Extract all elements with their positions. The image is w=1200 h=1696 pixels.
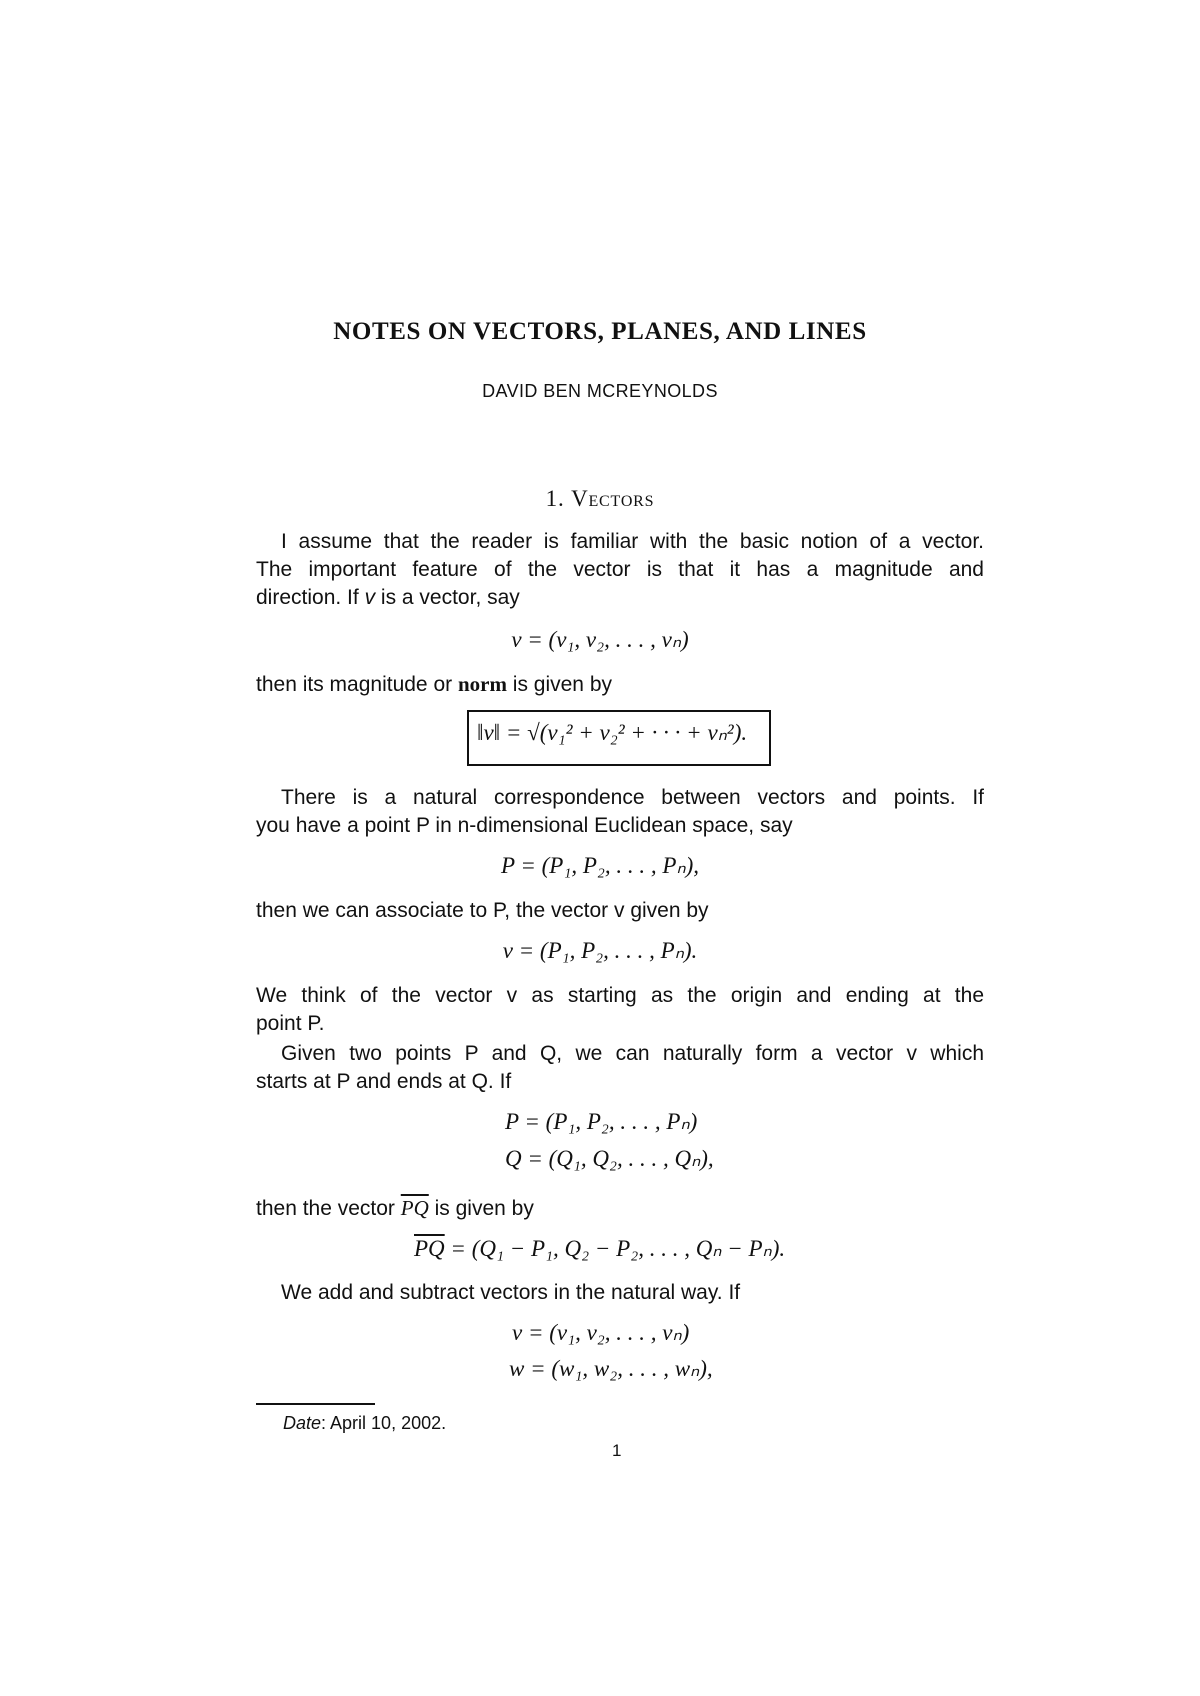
- page-number: 1: [612, 1441, 622, 1460]
- equation-pq-rest: = (Q₁ − P₁, Q₂ − P₂, . . . , Qₙ − Pₙ).: [444, 1236, 786, 1261]
- equation-point: P = (P₁, P₂, . . . , Pₙ),: [500, 853, 700, 878]
- equation-pq: [414, 1236, 785, 1262]
- norm-equation: ‖v‖ = √(v₁² + v₂² + · · · + vₙ²).: [477, 720, 748, 745]
- vector-pq: $\overline{PQ}$: [414, 1236, 445, 1261]
- paper-title: NOTES ON VECTORS, PLANES, AND LINES: [333, 318, 867, 345]
- paragraph-line: [256, 1194, 984, 1223]
- footnote: [283, 1413, 446, 1434]
- text-run: then the vector: [256, 1197, 401, 1220]
- text-run: is given by: [506, 673, 613, 696]
- section-number: 1.: [545, 486, 565, 511]
- paragraph-line: [256, 584, 984, 612]
- paragraph-line: [256, 670, 984, 699]
- footnote-rule: [256, 1403, 375, 1405]
- section-heading: [0, 486, 1200, 512]
- equation-point-p: P = (P₁, P₂, . . . , Pₙ): [505, 1109, 698, 1134]
- math-var: v: [364, 586, 376, 609]
- paragraph-line: then we can associate to P, the vector v given by: [256, 899, 709, 922]
- paragraph-line: The important feature of the vector is that it has a magnitude and: [256, 558, 984, 581]
- text-run: direction. If: [256, 586, 365, 609]
- footnote-label: Date: [283, 1413, 322, 1433]
- paragraph-line: Given two points P and Q, we can naturally form a vector v which: [281, 1042, 984, 1065]
- paragraph-line: starts at P and ends at Q. If: [256, 1070, 512, 1093]
- text-run: is a vector, say: [375, 586, 520, 609]
- equation-vector-w: w = (w₁, w₂, . . . , wₙ),: [509, 1356, 713, 1381]
- paragraph-line: I assume that the reader is familiar with the basic notion of a vector.: [281, 530, 984, 553]
- paragraph-line: We add and subtract vectors in the natural way. If: [281, 1281, 741, 1304]
- equation-point-q: Q = (Q₁, Q₂, . . . , Qₙ),: [505, 1146, 714, 1171]
- equation-vector-v: v = (v₁, v₂, . . . , vₙ): [512, 1320, 690, 1345]
- footnote-text: : April 10, 2002.: [321, 1413, 447, 1433]
- text-run: then its magnitude or: [256, 673, 458, 696]
- bold-term: norm: [457, 672, 507, 696]
- equation-vector-from-point: v = (P₁, P₂, . . . , Pₙ).: [502, 938, 698, 963]
- equation-vector: v = (v₁, v₂, . . . , vₙ): [511, 627, 689, 652]
- paragraph-line: you have a point P in n-dimensional Euclidean space, say: [256, 814, 793, 837]
- text-run: is given by: [428, 1197, 534, 1220]
- section-name: Vectors: [571, 486, 655, 511]
- paragraph-line: We think of the vector v as starting as the origin and ending at the: [256, 984, 984, 1007]
- vector-pq: $\overline{PQ}$: [400, 1196, 429, 1220]
- author-name: DAVID BEN MCREYNOLDS: [482, 381, 718, 401]
- paragraph-line: There is a natural correspondence between vectors and points. If: [281, 786, 984, 809]
- paragraph-line: point P.: [256, 1012, 325, 1035]
